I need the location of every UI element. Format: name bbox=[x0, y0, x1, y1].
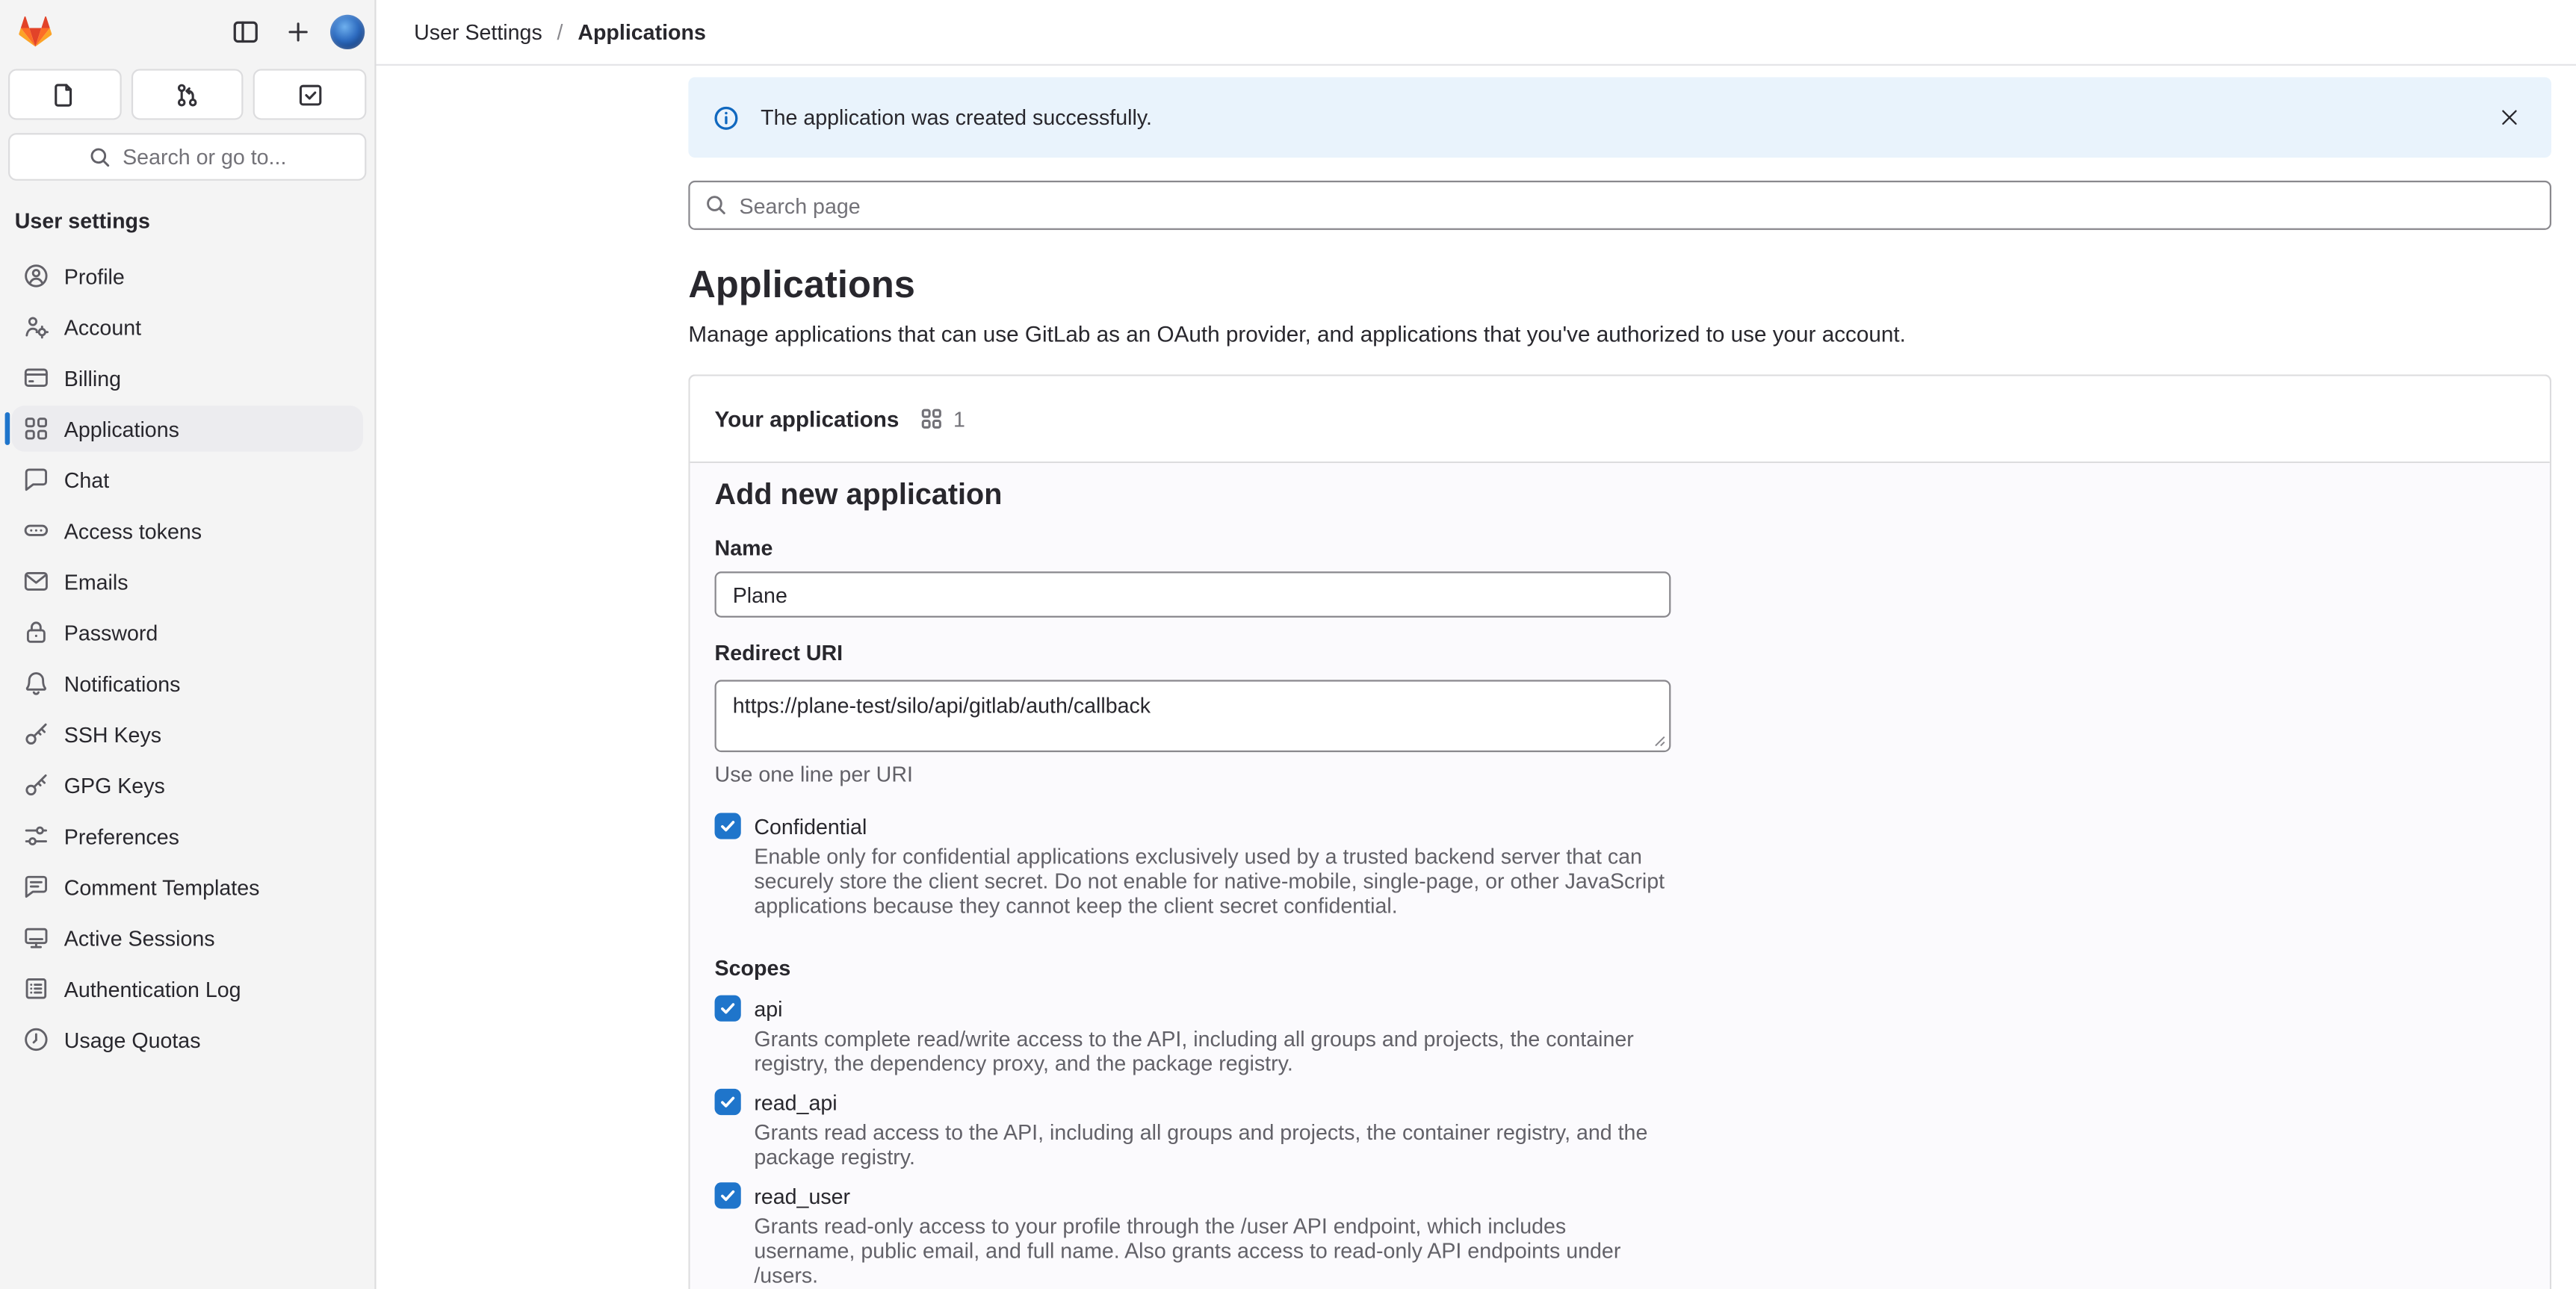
card-body bbox=[690, 463, 2550, 1289]
search-icon bbox=[705, 193, 728, 217]
sidebar-section-title: User settings bbox=[14, 208, 150, 234]
sidebar-item-billing[interactable]: Billing bbox=[11, 355, 363, 401]
redirect-uri-textarea[interactable] bbox=[715, 680, 1671, 752]
card-header bbox=[690, 376, 2550, 464]
gpg-keys-icon bbox=[23, 772, 49, 798]
applications-card bbox=[688, 374, 2551, 1289]
sidebar-item-active-sessions[interactable]: Active Sessions bbox=[11, 915, 363, 961]
sidebar-item-authentication-log[interactable]: Authentication Log bbox=[11, 966, 363, 1012]
comment-templates-icon bbox=[23, 874, 49, 900]
sidebar-toggle-icon[interactable] bbox=[225, 11, 264, 51]
confidential-label[interactable]: Confidential bbox=[754, 813, 867, 839]
sidebar-item-notifications[interactable]: Notifications bbox=[11, 660, 363, 706]
redirect-uri-wrap bbox=[715, 680, 1671, 752]
authentication-log-icon bbox=[23, 975, 49, 1001]
applications-grid-icon bbox=[920, 407, 944, 430]
alert-message: The application was created successfully. bbox=[761, 105, 1152, 130]
scope-read-api-label[interactable]: read_api bbox=[754, 1090, 837, 1115]
card-title: Your applications bbox=[714, 406, 900, 432]
scope-read-user-checkbox[interactable] bbox=[715, 1182, 741, 1208]
applications-icon bbox=[23, 415, 49, 441]
sidebar-item-ssh-keys[interactable]: SSH Keys bbox=[11, 711, 363, 757]
scope-read-api bbox=[715, 1089, 2525, 1170]
sidebar-item-applications[interactable]: Applications bbox=[11, 406, 363, 452]
chat-icon bbox=[23, 467, 49, 493]
sidebar-nav bbox=[0, 253, 374, 1063]
info-alert bbox=[688, 77, 2551, 158]
sidebar-item-comment-templates[interactable]: Comment Templates bbox=[11, 864, 363, 910]
scope-read-user-label[interactable]: read_user bbox=[754, 1183, 851, 1208]
gitlab-logo-icon bbox=[15, 11, 56, 51]
merge-requests-shortcut-button[interactable] bbox=[131, 69, 244, 119]
billing-icon bbox=[23, 364, 49, 391]
name-input[interactable] bbox=[715, 571, 1671, 618]
sidebar-item-password[interactable]: Password bbox=[11, 609, 363, 656]
active-sessions-icon bbox=[23, 925, 49, 951]
scope-read-user bbox=[715, 1182, 2525, 1288]
sidebar bbox=[0, 0, 377, 1289]
page-description: Manage applications that can use GitLab as an OAuth provider, and applications that you've authorized to use your account. bbox=[688, 322, 1906, 347]
scope-api bbox=[715, 996, 2525, 1076]
create-new-plus-icon[interactable] bbox=[278, 11, 318, 51]
sidebar-item-account[interactable]: Account bbox=[11, 304, 363, 350]
avatar[interactable] bbox=[330, 14, 365, 49]
form-title: Add new application bbox=[714, 477, 1003, 511]
sidebar-header-actions bbox=[225, 11, 365, 51]
profile-icon bbox=[23, 263, 49, 289]
confidential-description: Enable only for confidential applications exclusively used by a trusted backend server that can securely store the client secret. Do not enable for native-mobile, single-page, or other JavaScript applications because they cannot keep the client secret confidential. bbox=[754, 844, 1665, 919]
scope-api-description: Grants complete read/write access to the API, including all groups and projects, the container registry, the dependency proxy, and the package registry. bbox=[754, 1026, 1634, 1076]
search-icon bbox=[88, 146, 111, 169]
sidebar-item-gpg-keys[interactable]: GPG Keys bbox=[11, 762, 363, 808]
search-placeholder: Search or go to... bbox=[123, 144, 287, 170]
sidebar-item-profile[interactable]: Profile bbox=[11, 253, 363, 299]
issues-shortcut-button[interactable] bbox=[8, 69, 121, 119]
confidential-block bbox=[715, 813, 2525, 918]
redirect-uri-help: Use one line per URI bbox=[714, 762, 913, 787]
access-tokens-icon bbox=[23, 518, 49, 544]
breadcrumb-applications[interactable]: Applications bbox=[578, 19, 706, 45]
breadcrumb-user-settings[interactable]: User Settings bbox=[414, 19, 542, 45]
applications-count: 1 bbox=[953, 406, 965, 432]
scope-read-user-description: Grants read-only access to your profile through the /user API endpoint, which includes username, public email, and full name. Also grants access to read-only API endpoints under /users. bbox=[754, 1214, 1621, 1288]
info-icon bbox=[713, 105, 739, 131]
sidebar-shortcuts bbox=[8, 69, 366, 119]
todo-list-shortcut-button[interactable] bbox=[253, 69, 366, 119]
scope-read-api-checkbox[interactable] bbox=[715, 1089, 741, 1115]
sidebar-item-access-tokens[interactable]: Access tokens bbox=[11, 507, 363, 553]
sidebar-item-preferences[interactable]: Preferences bbox=[11, 813, 363, 859]
redirect-uri-label: Redirect URI bbox=[714, 640, 843, 665]
scope-read-api-description: Grants read access to the API, including all groups and projects, the container registry, and the package registry. bbox=[754, 1119, 1648, 1170]
search-or-go-to[interactable] bbox=[8, 133, 366, 181]
scope-api-checkbox[interactable] bbox=[715, 996, 741, 1022]
sidebar-item-usage-quotas[interactable]: Usage Quotas bbox=[11, 1016, 363, 1063]
password-icon bbox=[23, 619, 49, 645]
name-label: Name bbox=[714, 535, 773, 560]
breadcrumb-separator: / bbox=[557, 19, 563, 45]
close-icon[interactable] bbox=[2491, 99, 2527, 135]
preferences-icon bbox=[23, 823, 49, 849]
emails-icon bbox=[23, 568, 49, 594]
resize-handle-icon[interactable] bbox=[1651, 733, 1666, 748]
scopes-label: Scopes bbox=[714, 955, 791, 981]
page-search-input[interactable] bbox=[740, 193, 2535, 217]
notifications-icon bbox=[23, 670, 49, 696]
main-content bbox=[377, 66, 2576, 1289]
page-search bbox=[688, 181, 2551, 230]
scopes-list bbox=[715, 996, 2525, 1288]
sidebar-header bbox=[0, 0, 374, 59]
scope-api-label[interactable]: api bbox=[754, 996, 783, 1021]
ssh-keys-icon bbox=[23, 721, 49, 747]
confidential-checkbox[interactable] bbox=[715, 813, 741, 839]
sidebar-item-emails[interactable]: Emails bbox=[11, 559, 363, 605]
sidebar-item-chat[interactable]: Chat bbox=[11, 456, 363, 503]
topbar bbox=[377, 0, 2576, 66]
usage-quotas-icon bbox=[23, 1026, 49, 1052]
page-title: Applications bbox=[688, 262, 915, 306]
account-icon bbox=[23, 314, 49, 340]
